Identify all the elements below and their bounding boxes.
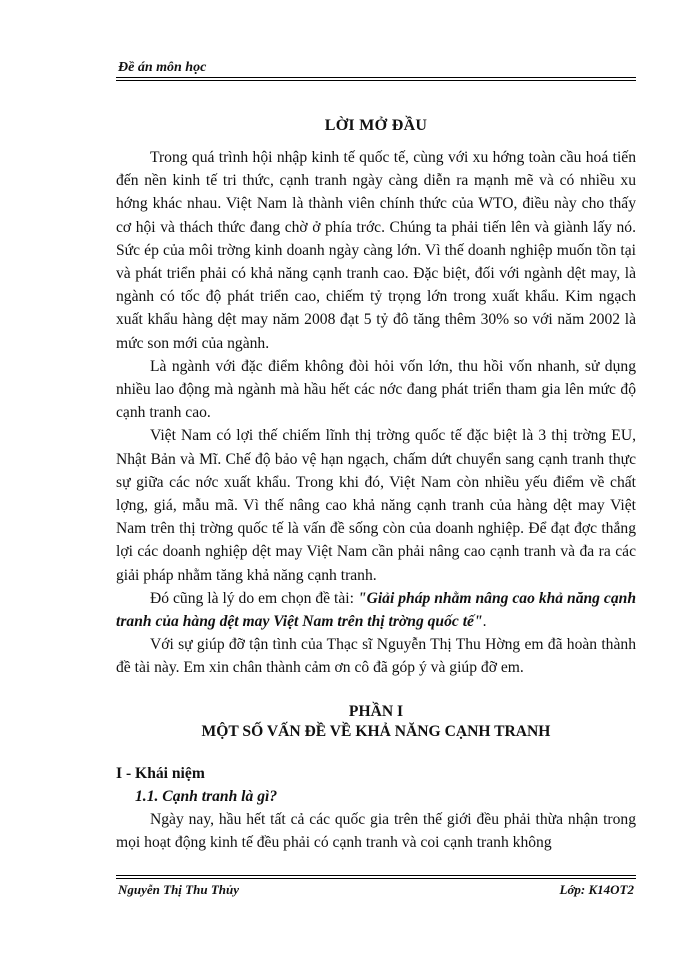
footer-rule — [116, 875, 636, 879]
part-label: PHẦN I — [348, 703, 404, 720]
page-title: LỜI MỞ ĐẦU — [324, 117, 428, 134]
footer-class: Lớp: K14OT2 — [559, 882, 634, 897]
part-title: MỘT SỐ VẤN ĐỀ VỀ KHẢ NĂNG CẠNH TRANH — [201, 723, 551, 740]
section-paragraph: Ngày nay, hầu hết tất cả các quốc gia trên thế giới đều phải thừa nhận trong mọi hoạt động kinh tế đều phải có cạnh tranh và coi cạnh tranh không — [116, 811, 636, 852]
footer-author: Nguyễn Thị Thu Thủy — [118, 882, 239, 897]
topic-end: . — [482, 613, 487, 631]
topic-intro: Đó cũng là lý do em chọn đề tài: — [150, 589, 358, 607]
intro-body — [116, 146, 636, 680]
topic-title: "Giải pháp nhằm nâng cao khả năng cạnh tranh của hàng dệt may Việt Nam trên thị trờng quốc tế" — [116, 589, 636, 631]
section-body — [116, 808, 636, 854]
paragraph-3: Việt Nam có lợi thế chiếm lĩnh thị trờng quốc tế đặc biệt là 3 thị trờng EU, Nhật Bản và Mĩ. Chế độ bảo vệ hạn ngạch, chấm dứt chuyển sang cạnh tranh thực sự giữa các nớc xuất khẩu. Trong khi đó, Việt Nam còn nhiều yếu điểm về chất lợng, giá, mẫu mã. Vì thế nâng cao khả năng cạnh tranh của hàng dệt may Việt Nam trên thị trờng quốc tế là vấn đề sống còn của doanh nghiệp. Để đạt đợc thắng lợi các doanh nghiệp dệt may Việt Nam cần phải nâng cao cạnh tranh và đa ra các giải pháp nhằm tăng khả năng cạnh tranh. — [116, 427, 636, 584]
page-header: Đề án môn học — [118, 60, 207, 75]
paragraph-1: Trong quá trình hội nhập kinh tế quốc tế, cùng với xu hớng toàn cầu hoá tiến đến nền kinh tế tri thức, cạnh tranh ngày càng diễn ra mạnh mẽ và có nhiều xu hớng khác nhau. Việt Nam là thành viên chính thức của WTO, điều này cho thấy cơ hội và thách thức đang chờ ở phía trớc. Chúng ta phải tiến lên và giành lấy nó. Sức ép của môi trờng kinh doanh ngày càng lớn. Vì thế doanh nghiệp muốn tồn tại và phát triển phải có khả năng cạnh tranh cao. Đặc biệt, đối với ngành dệt may, là ngành có tốc độ phát triển cao, chiếm tỷ trọng lớn trong xuất khẩu. Kim ngạch xuất khẩu hàng dệt may năm 2008 đạt 5 tỷ đô tăng thêm 30% so với năm 2002 là mức son mới của ngành. — [116, 149, 636, 352]
section-heading: I - Khái niệm — [116, 765, 205, 782]
paragraph-thanks: Với sự giúp đỡ tận tình của Thạc sĩ Nguyễn Thị Thu Hờng em đã hoàn thành đề tài này. Em xin chân thành cảm ơn cô đã góp ý và giúp đỡ em. — [116, 636, 636, 677]
paragraph-2: Là ngành với đặc điểm không đòi hỏi vốn lớn, thu hồi vốn nhanh, sử dụng nhiều lao động mà ngành mà hầu hết các nớc đang phát triển tham gia lên mức độ cạnh tranh cao. — [116, 357, 636, 422]
subsection-heading: 1.1. Cạnh tranh là gì? — [135, 788, 278, 805]
paragraph-topic — [116, 587, 636, 633]
part-heading — [116, 702, 636, 742]
header-rule — [116, 77, 636, 81]
